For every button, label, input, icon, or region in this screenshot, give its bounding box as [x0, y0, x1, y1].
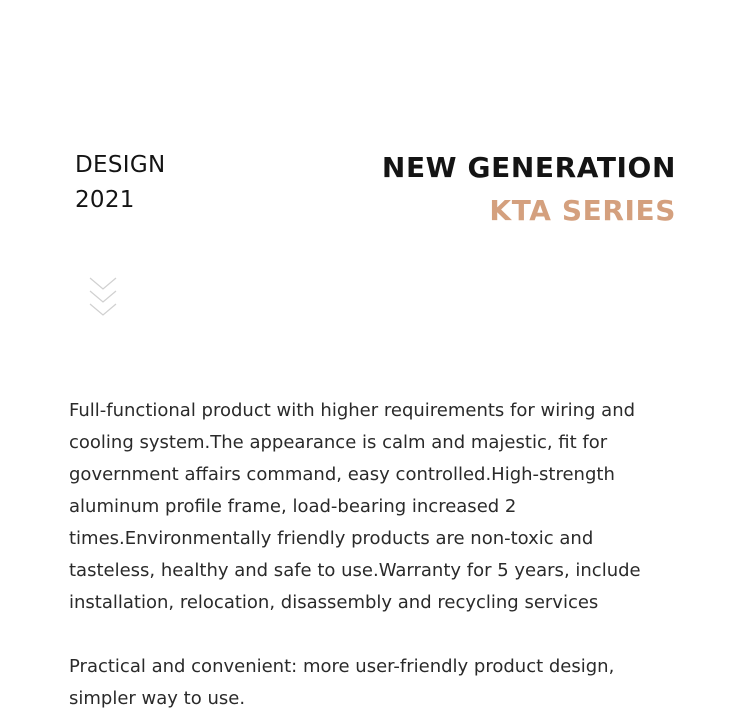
description-paragraph: Practical and convenient: more user-friendly product design, simpler way to use.: [69, 656, 615, 709]
description-paragraph: Full-functional product with higher requirements for wiring and cooling system.The appearance is calm and majestic, fit for government affairs command, easy controlled.High-strength aluminum profile frame, load-bearing increased 2 times.Environmentally friendly products are non-toxic and tasteless, healthy and safe to use.Warranty for 5 years, include installation, relocation, disassembly and recycling services: [69, 400, 641, 613]
triple-chevron-down-icon: [88, 276, 118, 320]
design-label: DESIGN: [75, 152, 166, 178]
design-year-block: [75, 148, 165, 218]
headline-subtitle: KTA SERIES: [489, 194, 676, 227]
design-year: 2021: [75, 187, 135, 213]
headline-block: [382, 150, 676, 229]
product-description: [69, 395, 679, 715]
headline-title: NEW GENERATION: [381, 151, 676, 184]
